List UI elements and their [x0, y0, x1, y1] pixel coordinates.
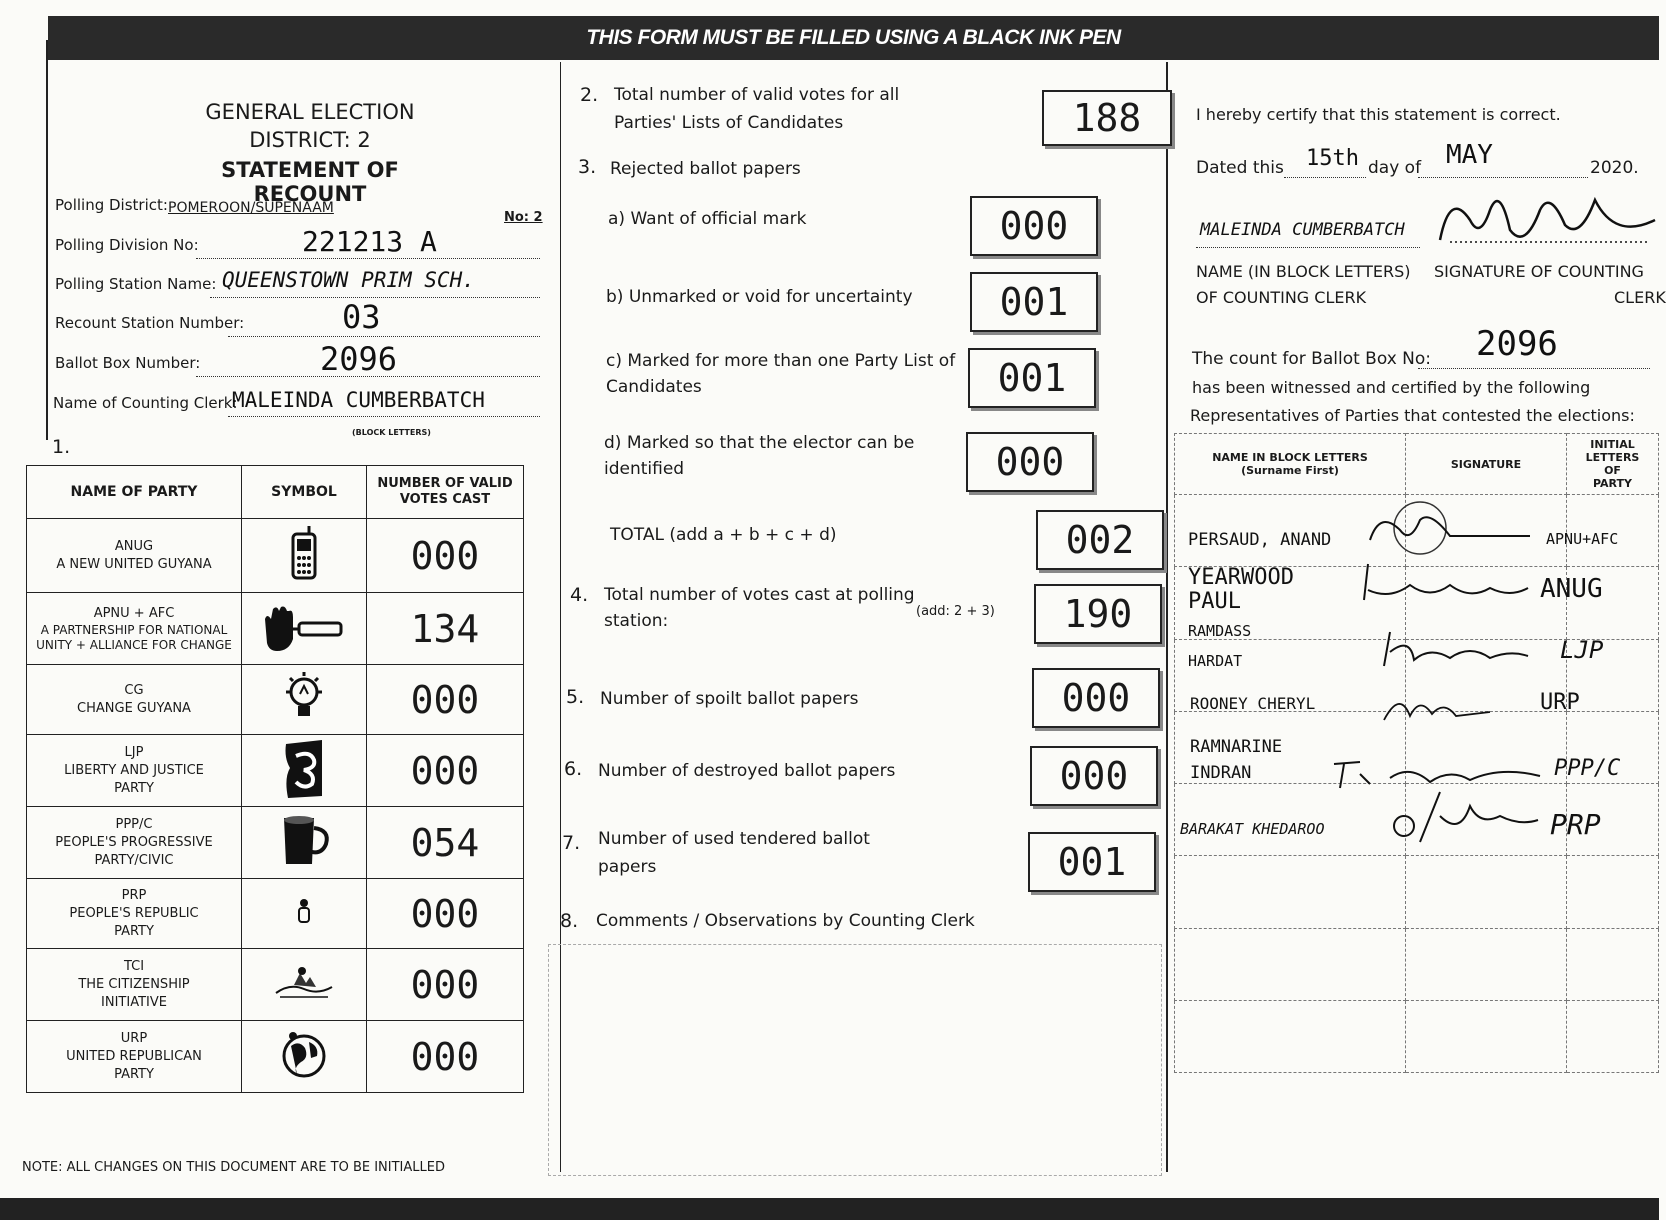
- lightbulb-icon: [282, 670, 326, 726]
- q4-add-note: (add: 2 + 3): [916, 604, 995, 619]
- rep-name: RAMNARINE INDRAN: [1190, 737, 1283, 783]
- rep-header-signature: SIGNATURE: [1406, 434, 1567, 495]
- party-abbr: ANUG: [114, 538, 154, 554]
- name-block-letters-label-1: NAME (IN BLOCK LETTERS): [1196, 262, 1411, 281]
- party-votes-cell: 000: [367, 519, 524, 593]
- clerk-signature: [1430, 180, 1659, 256]
- party-row: [27, 949, 524, 1021]
- party-row: [27, 593, 524, 665]
- q3c-label-line1: c) Marked for more than one Party List of: [606, 351, 956, 371]
- header-district: DISTRICT: 2: [249, 128, 371, 152]
- party-name-cell: [27, 1021, 242, 1093]
- witness-text-2: Representatives of Parties that contested the elections:: [1190, 406, 1635, 425]
- name-block-letters-label-2: OF COUNTING CLERK: [1196, 288, 1367, 307]
- q4-label-line1: Total number of votes cast at polling: [604, 585, 915, 605]
- party-symbol-cell: [242, 879, 367, 949]
- q6-box: 000: [1030, 746, 1158, 806]
- count-ballot-box-label: The count for Ballot Box No:: [1192, 349, 1432, 369]
- party-name-cell: [27, 593, 242, 665]
- polling-district-value: POMEROON/SUPENAAM: [168, 200, 334, 216]
- party-name-cell: [27, 665, 242, 735]
- party-fullname: LIBERTY AND JUSTICE PARTY: [64, 762, 204, 796]
- party-votes-cell: 000: [367, 665, 524, 735]
- rep-header-name: NAME IN BLOCK LETTERS (Surname First): [1175, 434, 1406, 495]
- signature-label-2: CLERK: [1614, 288, 1666, 307]
- q3a-label: a) Want of official mark: [608, 209, 807, 229]
- month-line: [1418, 177, 1588, 178]
- hand-key-icon: [259, 599, 349, 655]
- party-name-cell: [27, 519, 242, 593]
- party-abbr: CG: [124, 682, 144, 698]
- count-ballot-box-value: 2096: [1476, 324, 1558, 364]
- party-symbol-cell: [242, 593, 367, 665]
- party-votes-cell: 000: [367, 879, 524, 949]
- q5-box: 000: [1032, 668, 1160, 728]
- rep-name: ROONEY CHERYL: [1190, 694, 1316, 713]
- total-label: TOTAL (add a + b + c + d): [610, 525, 837, 545]
- party-abbr: PRP: [121, 887, 147, 903]
- parties-table: [26, 465, 524, 1093]
- column-divider-right: [1166, 62, 1168, 1172]
- q5-number: 5.: [566, 686, 585, 708]
- party-row: [27, 879, 524, 949]
- polling-division-value: 221213 A: [302, 225, 437, 258]
- section-1-number: 1.: [52, 436, 71, 458]
- party-fullname: UNITED REPUBLICAN PARTY: [66, 1048, 202, 1082]
- party-votes-cell: 134: [367, 593, 524, 665]
- counting-clerk-label: Name of Counting Clerk:: [53, 394, 238, 412]
- phone-icon: [289, 526, 319, 582]
- polling-division-label: Polling Division No:: [55, 236, 199, 254]
- clerk-name-handwritten: MALEINDA CUMBERBATCH: [1200, 220, 1405, 240]
- q3-label: Rejected ballot papers: [610, 159, 801, 179]
- rep-name: YEARWOOD PAUL: [1188, 565, 1294, 614]
- party-symbol-cell: [242, 807, 367, 879]
- polling-district-no: No: 2: [504, 210, 543, 225]
- party-name-cell: [27, 949, 242, 1021]
- q2-label-line1: Total number of valid votes for all: [614, 85, 900, 105]
- globe-icon: [279, 1028, 329, 1082]
- q3d-label-line1: d) Marked so that the elector can be: [604, 433, 915, 453]
- rep-signature: [1360, 560, 1530, 610]
- party-name-cell: [27, 735, 242, 807]
- q2-valid-votes-box: 188: [1042, 90, 1172, 146]
- party-abbr: URP: [120, 1030, 148, 1046]
- q3a-box: 000: [970, 196, 1098, 256]
- q5-label: Number of spoilt ballot papers: [600, 689, 859, 709]
- day-value: 15th: [1306, 146, 1359, 171]
- party-fullname: THE CITIZENSHIP INITIATIVE: [78, 976, 190, 1010]
- polling-station-label: Polling Station Name:: [55, 275, 217, 293]
- rep-party: LJP: [1560, 636, 1604, 664]
- party-symbol-cell: [242, 949, 367, 1021]
- witness-text-1: has been witnessed and certified by the following: [1192, 378, 1591, 397]
- small-figure-icon: [294, 897, 314, 927]
- party-symbol-cell: [242, 735, 367, 807]
- parties-table-header: [27, 466, 524, 519]
- ballot-box-label: Ballot Box Number:: [55, 354, 201, 372]
- q8-label: Comments / Observations by Counting Clerk: [596, 911, 975, 931]
- handshake-icon: [282, 738, 326, 800]
- rep-signature: [1360, 500, 1540, 560]
- q4-label-line2: station:: [604, 611, 669, 631]
- counting-clerk-line: [228, 416, 540, 417]
- q2-label-line2: Parties' Lists of Candidates: [614, 113, 844, 133]
- day-of-label: day of: [1368, 158, 1422, 178]
- party-row: [27, 1021, 524, 1093]
- total-box: 002: [1036, 510, 1164, 570]
- count-ballot-box-line: [1418, 368, 1650, 369]
- party-votes-cell: 054: [367, 807, 524, 879]
- party-abbr: APNU + AFC: [93, 605, 175, 621]
- day-line: [1284, 177, 1366, 178]
- page-title: STATEMENT OF RECOUNT: [221, 158, 399, 206]
- q8-number: 8.: [560, 910, 579, 932]
- bottom-bar: [0, 1198, 1659, 1220]
- rep-name: BARAKAT KHEDAROO: [1180, 820, 1325, 838]
- recount-station-line: [228, 336, 540, 337]
- rep-name: PERSAUD, ANAND: [1188, 530, 1332, 550]
- rep-party: URP: [1540, 690, 1580, 715]
- party-fullname: A NEW UNITED GUYANA: [56, 556, 212, 572]
- header-symbol: SYMBOL: [242, 466, 367, 519]
- representatives-header: [1175, 434, 1659, 495]
- party-abbr: TCI: [123, 958, 145, 974]
- party-name-cell: [27, 879, 242, 949]
- initial-changes-note: NOTE: ALL CHANGES ON THIS DOCUMENT ARE TO BE INITIALLED: [22, 1160, 445, 1175]
- q6-label: Number of destroyed ballot papers: [598, 761, 896, 781]
- rep-party: PPP/C: [1554, 756, 1621, 781]
- party-symbol-cell: [242, 519, 367, 593]
- q3b-label: b) Unmarked or void for uncertainty: [606, 287, 913, 307]
- party-abbr: PPP/C: [115, 816, 153, 832]
- q4-total-votes-box: 190: [1034, 584, 1162, 644]
- dated-label: Dated this: [1196, 158, 1284, 178]
- header-votes: NUMBER OF VALID VOTES CAST: [367, 466, 524, 519]
- party-row: [27, 735, 524, 807]
- rep-name: RAMDASS HARDAT: [1188, 622, 1252, 670]
- header-general-election: GENERAL ELECTION: [205, 100, 415, 124]
- party-votes-cell: 000: [367, 949, 524, 1021]
- party-fullname: CHANGE GUYANA: [77, 700, 191, 716]
- header-party-name: NAME OF PARTY: [27, 466, 242, 519]
- year-label: 2020.: [1590, 158, 1639, 178]
- party-row: [27, 807, 524, 879]
- counting-clerk-value: MALEINDA CUMBERBATCH: [232, 388, 485, 412]
- comments-box[interactable]: [548, 944, 1162, 1176]
- q7-number: 7.: [562, 832, 581, 854]
- party-name-cell: [27, 807, 242, 879]
- rep-party: APNU+AFC: [1546, 530, 1619, 548]
- recount-station-value: 03: [342, 298, 381, 336]
- q3c-label-line2: Candidates: [606, 377, 702, 397]
- q3-number: 3.: [578, 156, 597, 178]
- rep-party: PRP: [1550, 808, 1601, 841]
- certify-text: I hereby certify that this statement is correct.: [1196, 105, 1561, 124]
- landscape-icon: [274, 963, 334, 1003]
- q3d-label-line2: identified: [604, 459, 685, 479]
- party-fullname: A PARTNERSHIP FOR NATIONAL UNITY + ALLIANCE FOR CHANGE: [36, 622, 232, 652]
- rep-party: ANUG: [1540, 574, 1603, 604]
- polling-division-line: [196, 258, 540, 259]
- month-value: MAY: [1446, 140, 1493, 170]
- rep-signature: [1390, 786, 1540, 846]
- party-fullname: PEOPLE'S PROGRESSIVE PARTY/CIVIC: [55, 834, 213, 868]
- q7-label-line1: Number of used tendered ballot: [598, 829, 870, 849]
- party-votes-cell: 000: [367, 1021, 524, 1093]
- q3d-box: 000: [966, 432, 1094, 492]
- party-symbol-cell: [242, 1021, 367, 1093]
- left-border: [46, 40, 48, 440]
- q7-box: 001: [1028, 832, 1156, 892]
- polling-district-label: Polling District:: [55, 196, 168, 214]
- q6-number: 6.: [564, 758, 583, 780]
- polling-station-value: QUEENSTOWN PRIM SCH.: [222, 268, 475, 292]
- cup-icon: [276, 812, 332, 870]
- q3c-box: 001: [968, 348, 1096, 408]
- party-abbr: LJP: [124, 744, 144, 760]
- ballot-box-value: 2096: [320, 340, 398, 378]
- block-letters-note: (BLOCK LETTERS): [352, 428, 431, 437]
- clerk-name-line: [1196, 247, 1420, 248]
- rep-header-party: INITIAL LETTERS OF PARTY: [1567, 434, 1659, 495]
- party-votes-cell: 000: [367, 735, 524, 807]
- q3b-box: 001: [970, 272, 1098, 332]
- black-ink-banner: THIS FORM MUST BE FILLED USING A BLACK INK PEN: [48, 16, 1659, 60]
- recount-station-label: Recount Station Number:: [55, 314, 245, 332]
- party-symbol-cell: [242, 665, 367, 735]
- rep-signature: [1380, 626, 1530, 670]
- party-row: [27, 665, 524, 735]
- party-row: [27, 519, 524, 593]
- signature-label-1: SIGNATURE OF COUNTING: [1434, 262, 1644, 281]
- q2-number: 2.: [580, 84, 599, 106]
- party-fullname: PEOPLE'S REPUBLIC PARTY: [69, 905, 199, 939]
- rep-signature: [1380, 686, 1500, 726]
- q4-number: 4.: [570, 584, 589, 606]
- q7-label-line2: papers: [598, 857, 657, 877]
